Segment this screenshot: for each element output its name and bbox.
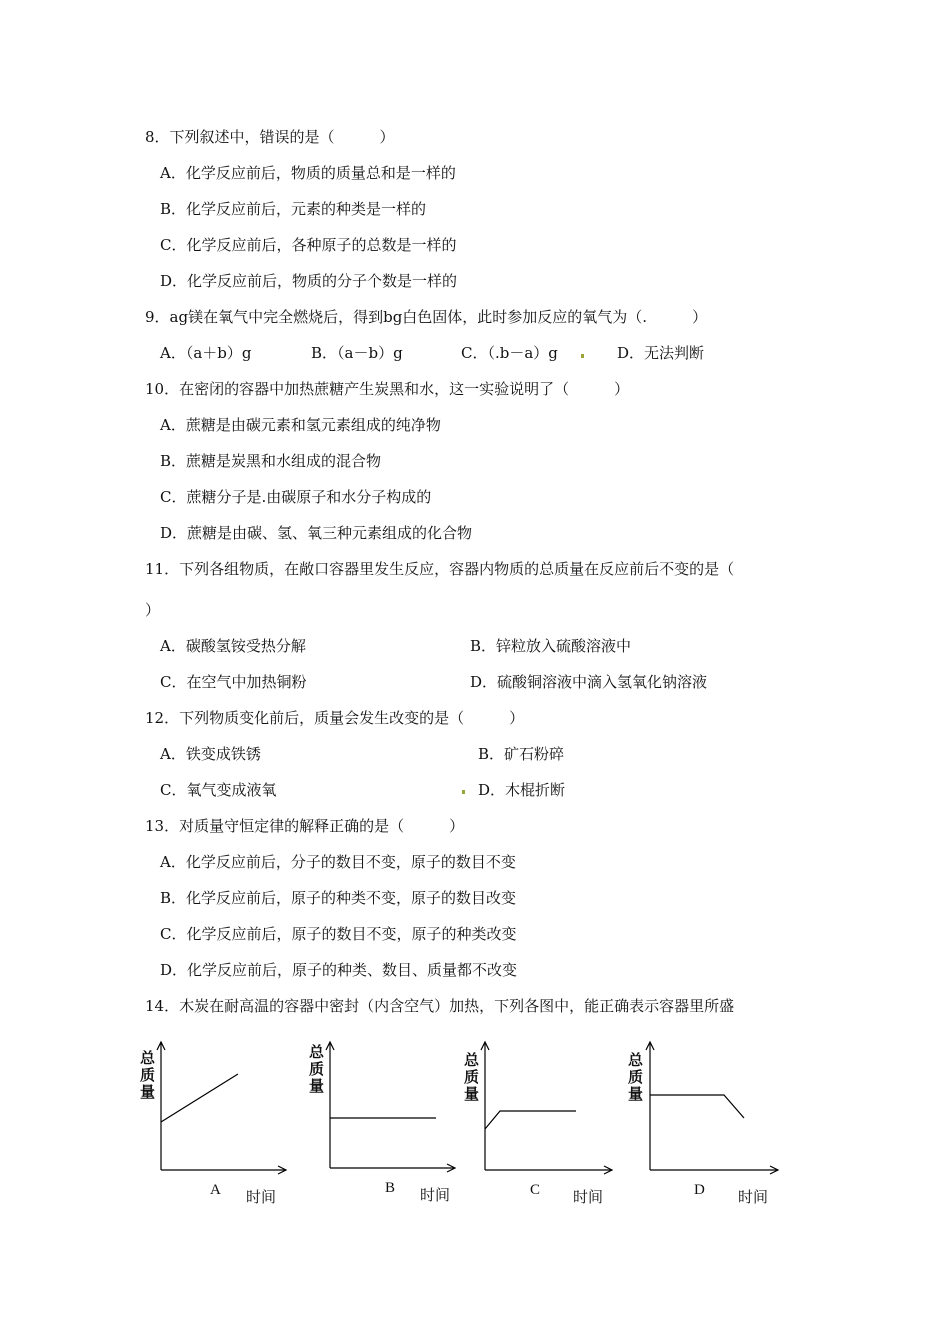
graph-d-label: D [694, 1182, 705, 1198]
x-axis-label: 时间 [573, 1188, 604, 1206]
question-13-stem: 13．对质量守恒定律的解释正确的是（ ） [145, 817, 465, 835]
question-13-option-a: A．化学反应前后，分子的数目不变，原子的数目不变 [160, 853, 516, 871]
question-13-option-c: C．化学反应前后，原子的数目不变，原子的种类改变 [160, 925, 517, 943]
question-9-option-d: D．无法判断 [617, 344, 705, 362]
question-11-option-b: B．锌粒放入硫酸溶液中 [470, 637, 632, 655]
question-12-option-c: C．氧气变成液氧 [160, 781, 277, 799]
question-11-option-a: A．碳酸氢铵受热分解 [160, 637, 306, 655]
graph-d-plot [628, 1040, 798, 1210]
question-8-option-c: C．化学反应前后，各种原子的总数是一样的 [160, 236, 457, 254]
graph-a-line [161, 1074, 238, 1122]
question-11-stem: 11．下列各组物质，在敞口容器里发生反应，容器内物质的总质量在反应前后不变的是（ [145, 560, 735, 578]
question-10-stem: 10．在密闭的容器中加热蔗糖产生炭黑和水，这一实验说明了（ ） [145, 380, 630, 398]
graph-d [628, 1040, 798, 1210]
question-9-stem: 9．ag镁在氧气中完全燃烧后，得到bg白色固体，此时参加反应的氧气为（. ） [145, 308, 708, 326]
graph-b [309, 1040, 479, 1210]
question-8-stem: 8．下列叙述中，错误的是（ ） [145, 128, 395, 146]
y-axis-label: 总质量 [628, 1051, 644, 1103]
question-13-option-d: D．化学反应前后，原子的种类、数目、质量都不改变 [160, 961, 518, 979]
question-14-stem: 14．木炭在耐高温的容器中密封（内含空气）加热，下列各图中，能正确表示容器里所盛 [145, 997, 735, 1015]
question-13-option-b: B．化学反应前后，原子的种类不变，原子的数目改变 [160, 889, 517, 907]
question-11-stem-continued: ） [145, 601, 161, 619]
graph-d-line [650, 1095, 744, 1118]
question-8-option-a: A．化学反应前后，物质的质量总和是一样的 [160, 164, 456, 182]
question-10-option-c: C．蔗糖分子是.由碳原子和水分子构成的 [160, 488, 432, 506]
graph-a-label: A [210, 1182, 221, 1198]
question-8-option-d: D．化学反应前后，物质的分子个数是一样的 [160, 272, 458, 290]
graph-b-label: B [385, 1180, 396, 1196]
question-9-option-b: B．（a－b）g [311, 344, 403, 362]
y-axis-label: 总质量 [464, 1051, 480, 1103]
y-axis-label: 总质量 [309, 1043, 325, 1095]
y-axis-label: 总质量 [140, 1049, 156, 1101]
x-axis-label: 时间 [246, 1188, 277, 1206]
question-9-option-a: A．（a＋b）g [160, 344, 252, 362]
question-12-option-d: D．木棍折断 [478, 781, 566, 799]
stray-mark [462, 790, 465, 794]
graph-a [140, 1040, 310, 1210]
graph-c-label: C [530, 1182, 541, 1198]
question-8-option-b: B．化学反应前后，元素的种类是一样的 [160, 200, 427, 218]
question-12-option-b: B．矿石粉碎 [478, 745, 565, 763]
question-12-stem: 12．下列物质变化前后，质量会发生改变的是（ ） [145, 709, 525, 727]
question-9-option-c: C．（.b－a）g [461, 344, 558, 362]
graph-c-line [485, 1111, 576, 1129]
question-10-option-d: D．蔗糖是由碳、氢、氧三种元素组成的化合物 [160, 524, 473, 542]
question-10-option-a: A．蔗糖是由碳元素和氢元素组成的纯净物 [160, 416, 441, 434]
x-axis-label: 时间 [738, 1188, 769, 1206]
question-11-option-c: C．在空气中加热铜粉 [160, 673, 307, 691]
graph-c-plot [464, 1040, 634, 1210]
x-axis-label: 时间 [420, 1186, 451, 1204]
stray-mark [581, 354, 584, 358]
question-12-option-a: A．铁变成铁锈 [160, 745, 261, 763]
graph-c [464, 1040, 634, 1210]
question-10-option-b: B．蔗糖是炭黑和水组成的混合物 [160, 452, 382, 470]
graph-a-plot [140, 1040, 310, 1210]
question-11-option-d: D．硫酸铜溶液中滴入氢氧化钠溶液 [470, 673, 708, 691]
